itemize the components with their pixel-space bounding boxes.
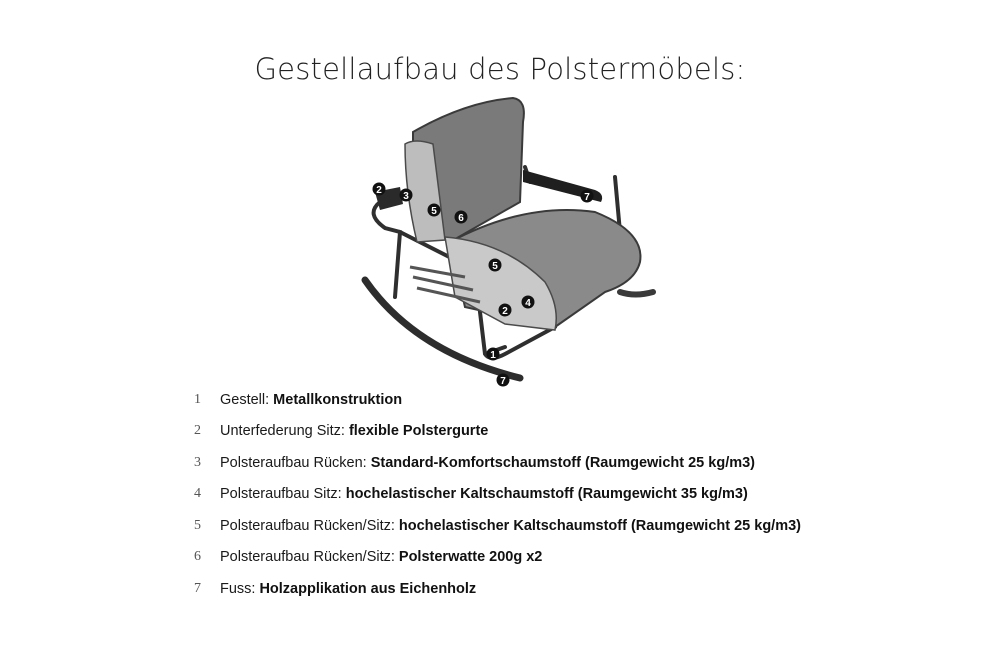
- legend-item: [190, 510, 910, 542]
- legend-value: Standard-Komfortschaumstoff (Raumgewicht 25 kg/m3): [370, 454, 756, 471]
- svg-text:4: 4: [525, 298, 531, 309]
- legend-value: Metallkonstruktion: [273, 391, 403, 408]
- page-title: Gestellaufbau des Polstermöbels:: [254, 52, 746, 86]
- legend-number: 1: [194, 391, 201, 407]
- legend-item: [190, 542, 910, 574]
- legend-number: 7: [194, 580, 201, 596]
- legend-item: [190, 384, 910, 416]
- legend-value: Polsterwatte 200g x2: [398, 549, 543, 566]
- legend-value: hochelastischer Kaltschaumstoff (Raumgewicht 35 kg/m3): [345, 486, 748, 503]
- legend-item: [190, 479, 910, 511]
- legend-number: 3: [194, 454, 201, 470]
- legend-item: [190, 447, 910, 479]
- svg-text:5: 5: [431, 206, 437, 217]
- legend-number: 2: [194, 423, 201, 439]
- legend-item: [190, 416, 910, 448]
- legend-label: Gestell:: [220, 391, 270, 408]
- legend-label: Polsteraufbau Sitz:: [220, 486, 342, 503]
- legend-number: 6: [194, 549, 201, 565]
- svg-text:1: 1: [490, 350, 496, 361]
- svg-text:5: 5: [492, 261, 498, 272]
- legend-number: 5: [194, 517, 201, 533]
- legend-label: Polsteraufbau Rücken/Sitz:: [220, 549, 395, 566]
- marker-7-arm: [581, 190, 594, 204]
- chair-cutaway-illustration: [355, 92, 665, 392]
- legend-label: Fuss:: [220, 580, 256, 597]
- rocker-runner-right: [620, 292, 653, 295]
- svg-text:6: 6: [458, 213, 464, 224]
- legend-label: Unterfederung Sitz:: [220, 423, 345, 440]
- legend-value: flexible Polstergurte: [348, 423, 489, 440]
- legend-label: Polsteraufbau Rücken/Sitz:: [220, 517, 395, 534]
- svg-text:2: 2: [502, 306, 508, 317]
- legend-number: 4: [194, 486, 201, 502]
- legend-item: [190, 573, 910, 605]
- legend-value: Holzapplikation aus Eichenholz: [259, 580, 477, 597]
- svg-text:7: 7: [500, 376, 506, 387]
- legend-label: Polsteraufbau Rücken:: [220, 454, 367, 471]
- construction-legend: [190, 384, 910, 605]
- svg-text:2: 2: [376, 185, 382, 196]
- svg-text:3: 3: [403, 191, 409, 202]
- legend-value: hochelastischer Kaltschaumstoff (Raumgewicht 25 kg/m3): [398, 517, 801, 534]
- svg-text:7: 7: [584, 192, 590, 203]
